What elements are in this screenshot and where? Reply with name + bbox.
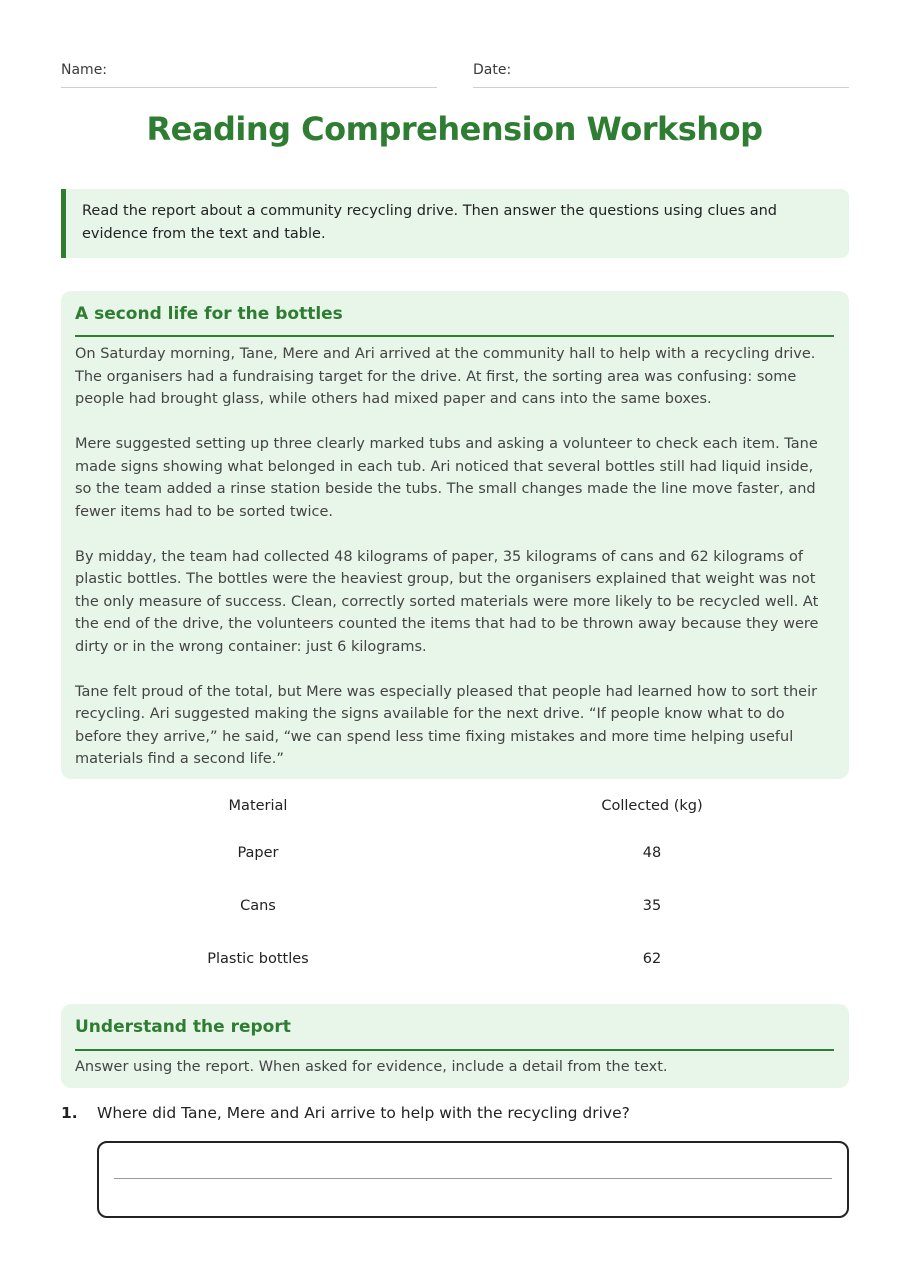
story-heading: A second life for the bottles — [75, 301, 834, 337]
table-row — [61, 879, 849, 932]
table-row — [61, 826, 849, 879]
understand-heading: Understand the report — [75, 1014, 834, 1051]
story-paragraph: By midday, the team had collected 48 kilograms of paper, 35 kilograms of cans and 62 kilograms of plastic bottles. The bottles were the heaviest group, but the organisers explained that weight was not the only measure of success. Clean, correctly sorted materials were more likely to be recycled well. At the end of the drive, the volunteers counted the items that had to be thrown away because they were dirty or in the wrong container: just 6 kilograms. — [75, 548, 819, 655]
answer-box-1[interactable] — [97, 1141, 849, 1218]
understand-note: Answer using the report. When asked for evidence, include a detail from the text. — [75, 1059, 668, 1075]
table-header-material: Material — [228, 798, 288, 814]
question-number: 1. — [61, 1104, 78, 1122]
date-field[interactable] — [473, 60, 849, 88]
table-row — [61, 932, 849, 985]
story-paragraph: Mere suggested setting up three clearly marked tubs and asking a volunteer to check each item. Tane made signs showing what belonged in each tub. Ari noticed that several bottles still had liquid inside, so the team added a rinse station beside the tubs. The small changes made the line move faster, and fewer items had to be sorted twice. — [75, 436, 818, 520]
table-cell-material: Plastic bottles — [207, 950, 309, 967]
table-cell-collected: 35 — [642, 897, 662, 914]
materials-table — [61, 786, 849, 985]
date-label: Date: — [473, 62, 512, 78]
instructions-box: Read the report about a community recycling drive. Then answer the questions using clues and evidence from the text and table. — [61, 189, 849, 258]
page-title: Reading Comprehension Workshop — [146, 110, 763, 148]
story-paragraph: On Saturday morning, Tane, Mere and Ari arrived at the community hall to help with a recycling drive. The organisers had a fundraising target for the drive. At first, the sorting area was confusing: some people had brought glass, while others had mixed paper and cans into the same boxes. — [75, 346, 816, 407]
table-header-row — [61, 786, 849, 826]
understand-panel — [61, 1004, 849, 1088]
name-field[interactable] — [61, 60, 437, 88]
answer-line — [114, 1178, 832, 1179]
table-cell-material: Paper — [237, 844, 279, 861]
table-header-collected: Collected (kg) — [601, 798, 703, 814]
table-cell-collected: 62 — [642, 950, 662, 967]
table-cell-material: Cans — [240, 897, 276, 914]
question-1 — [61, 1104, 849, 1122]
name-label: Name: — [61, 62, 108, 78]
header-fields — [61, 60, 849, 88]
question-text: Where did Tane, Mere and Ari arrive to help with the recycling drive? — [97, 1104, 630, 1122]
story-paragraph: Tane felt proud of the total, but Mere was especially pleased that people had learned how to sort their recycling. Ari suggested making the signs available for the next drive. “If people know what to do before they arrive,” he said, “we can spend less time fixing mistakes and more time helping useful materials find a second life.” — [75, 683, 818, 767]
story-panel — [61, 291, 849, 779]
table-cell-collected: 48 — [642, 844, 662, 861]
